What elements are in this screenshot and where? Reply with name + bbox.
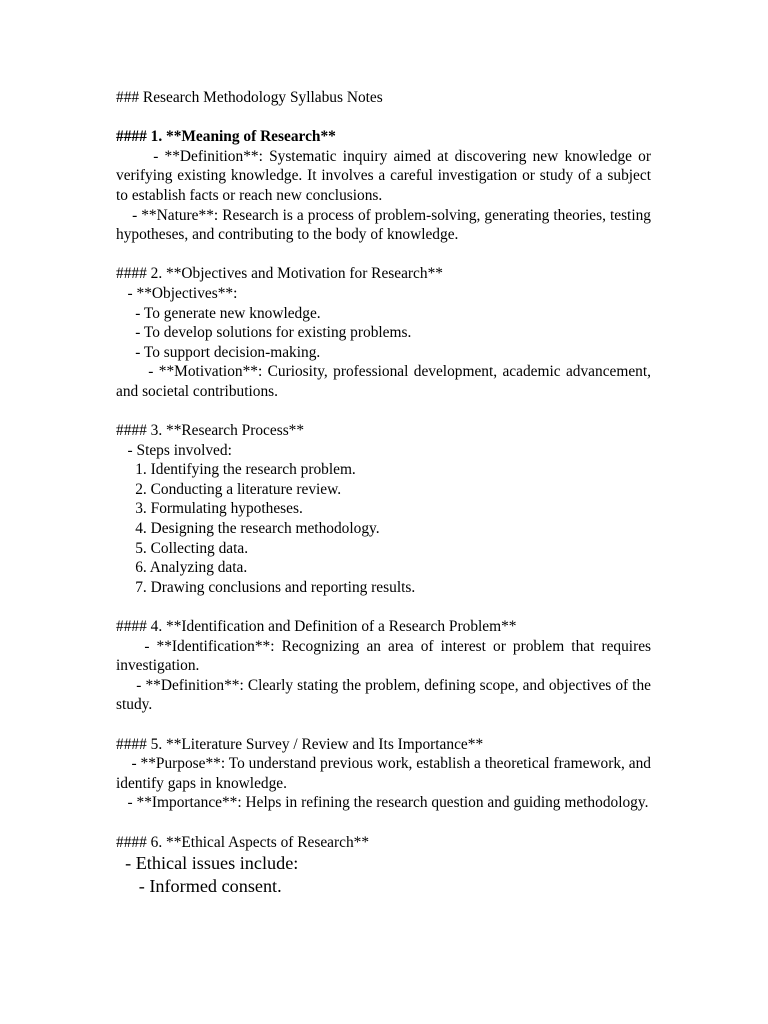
section-2-objective-item: - To support decision-making. — [116, 343, 321, 361]
section-1-heading: #### 1. **Meaning of Research** — [116, 128, 336, 146]
section-3-step: 6. Analyzing data. — [116, 559, 248, 577]
section-5-purpose: - **Purpose**: To understand previous work, establish a theoretical framework, and identify gaps in knowledge. — [116, 755, 655, 792]
section-6-issues-label: - Ethical issues include: — [116, 853, 299, 874]
section-4-heading: #### 4. **Identification and Definition of a Research Problem** — [116, 618, 517, 636]
section-6-issue-item: - Informed consent. — [116, 875, 282, 896]
section-2-heading: #### 2. **Objectives and Motivation for Research** — [116, 265, 443, 283]
spacer — [116, 402, 651, 422]
section-2-motivation: - **Motivation**: Curiosity, professional development, academic advancement, and societal contributions. — [116, 363, 655, 400]
section-1-nature: - **Nature**: Research is a process of problem-solving, generating theories, testing hypotheses, and contributing to the body of knowledge. — [116, 206, 655, 244]
section-2-objective-item: - To generate new knowledge. — [116, 304, 321, 322]
section-5-importance: - **Importance**: Helps in refining the research question and guiding methodology. — [116, 794, 649, 812]
section-4-identification: - **Identification**: Recognizing an area of interest or problem that requires investigation. — [116, 637, 655, 675]
spacer — [116, 715, 651, 735]
section-6-heading: #### 6. **Ethical Aspects of Research** — [116, 833, 370, 851]
section-3-heading: #### 3. **Research Process** — [116, 422, 305, 440]
section-3-step: 5. Collecting data. — [116, 539, 249, 557]
spacer — [116, 597, 651, 617]
spacer — [116, 813, 651, 833]
section-3-step: 4. Designing the research methodology. — [116, 520, 380, 538]
section-3-step: 3. Formulating hypotheses. — [116, 500, 303, 518]
section-3-steps-label: - Steps involved: — [116, 441, 232, 459]
section-1-definition: - **Definition**: Systematic inquiry aimed at discovering new knowledge or verifying existing knowledge. It involves a careful investigation or study of a subject to establish facts or reach new conclusions. — [116, 147, 655, 204]
section-5-heading: #### 5. **Literature Survey / Review and Its Importance** — [116, 735, 484, 753]
section-2-objective-item: - To develop solutions for existing problems. — [116, 324, 412, 342]
document-title: ### Research Methodology Syllabus Notes — [116, 89, 383, 106]
spacer — [116, 245, 651, 265]
document-page — [116, 88, 655, 897]
section-3-step: 2. Conducting a literature review. — [116, 480, 342, 498]
section-3-step: 1. Identifying the research problem. — [116, 461, 356, 479]
section-3-step: 7. Drawing conclusions and reporting results. — [116, 578, 416, 596]
section-4-definition: - **Definition**: Clearly stating the problem, defining scope, and objectives of the study. — [116, 676, 655, 714]
section-2-objectives-label: - **Objectives**: — [116, 284, 238, 302]
spacer — [116, 108, 651, 128]
